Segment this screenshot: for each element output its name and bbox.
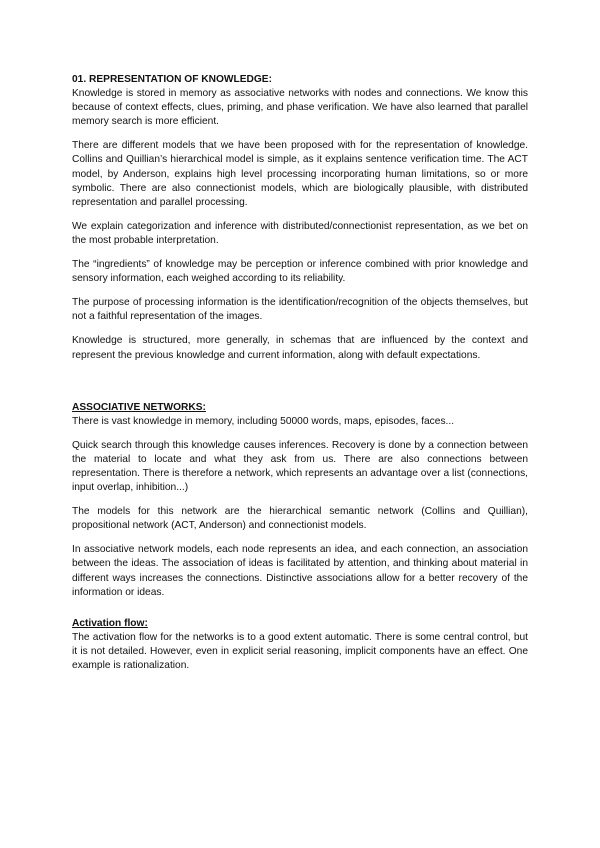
paragraph: The activation flow for the networks is to a good extent automatic. There is some central control, but it is not detailed. However, even in explicit serial reasoning, implicit components have an effect. One example is rationalization.	[72, 631, 528, 671]
paragraph: The models for this network are the hierarchical semantic network (Collins and Quillian), propositional network (ACT, Anderson) and connectionist models.	[72, 506, 528, 532]
paragraph: There is vast knowledge in memory, including 50000 words, maps, episodes, faces...	[72, 415, 455, 427]
paragraph: The purpose of processing information is the identification/recognition of the objects themselves, but not a faithful representation of the images.	[72, 297, 528, 323]
paragraph: Knowledge is stored in memory as associative networks with nodes and connections. We know this because of context effects, clues, priming, and phase verification. We have also learned that parallel memory search is more efficient.	[72, 88, 528, 128]
document-page	[72, 73, 528, 673]
section-heading-representation: 01. REPRESENTATION OF KNOWLEDGE:	[72, 74, 272, 85]
paragraph: In associative network models, each node represents an idea, and each connection, an association between the ideas. The association of ideas is facilitated by attention, and thinking about material in different ways increases the connections. Distinctive associations allow for a better recovery of the information or ideas.	[72, 544, 528, 598]
paragraph: There are different models that we have been proposed with for the representation of knowledge. Collins and Quillian’s hierarchical model is simple, as it explains sentence verification time. The ACT model, by Anderson, explains high level processing incorporating human limitations, so or more symbolic. There are also connectionist models, which are biologically plausible, with distributed representation and parallel processing.	[72, 140, 528, 208]
paragraph: The “ingredients” of knowledge may be perception or inference combined with prior knowledge and sensory information, each weighed according to its reliability.	[72, 259, 528, 285]
paragraph: Quick search through this knowledge causes inferences. Recovery is done by a connection between the material to locate and what they ask from us. There are also connections between representation. There is therefore a network, which represents an advantage over a list (connections, input overlap, inhibition...)	[72, 439, 528, 494]
section-heading-associative-networks: ASSOCIATIVE NETWORKS:	[72, 401, 206, 413]
paragraph: We explain categorization and inference with distributed/connectionist representation, as we bet on the most probable interpretation.	[72, 220, 528, 246]
section-heading-activation-flow: Activation flow:	[72, 617, 148, 629]
paragraph: Knowledge is structured, more generally, in schemas that are influenced by the context and represent the previous knowledge and current information, along with default expectations.	[72, 335, 528, 361]
